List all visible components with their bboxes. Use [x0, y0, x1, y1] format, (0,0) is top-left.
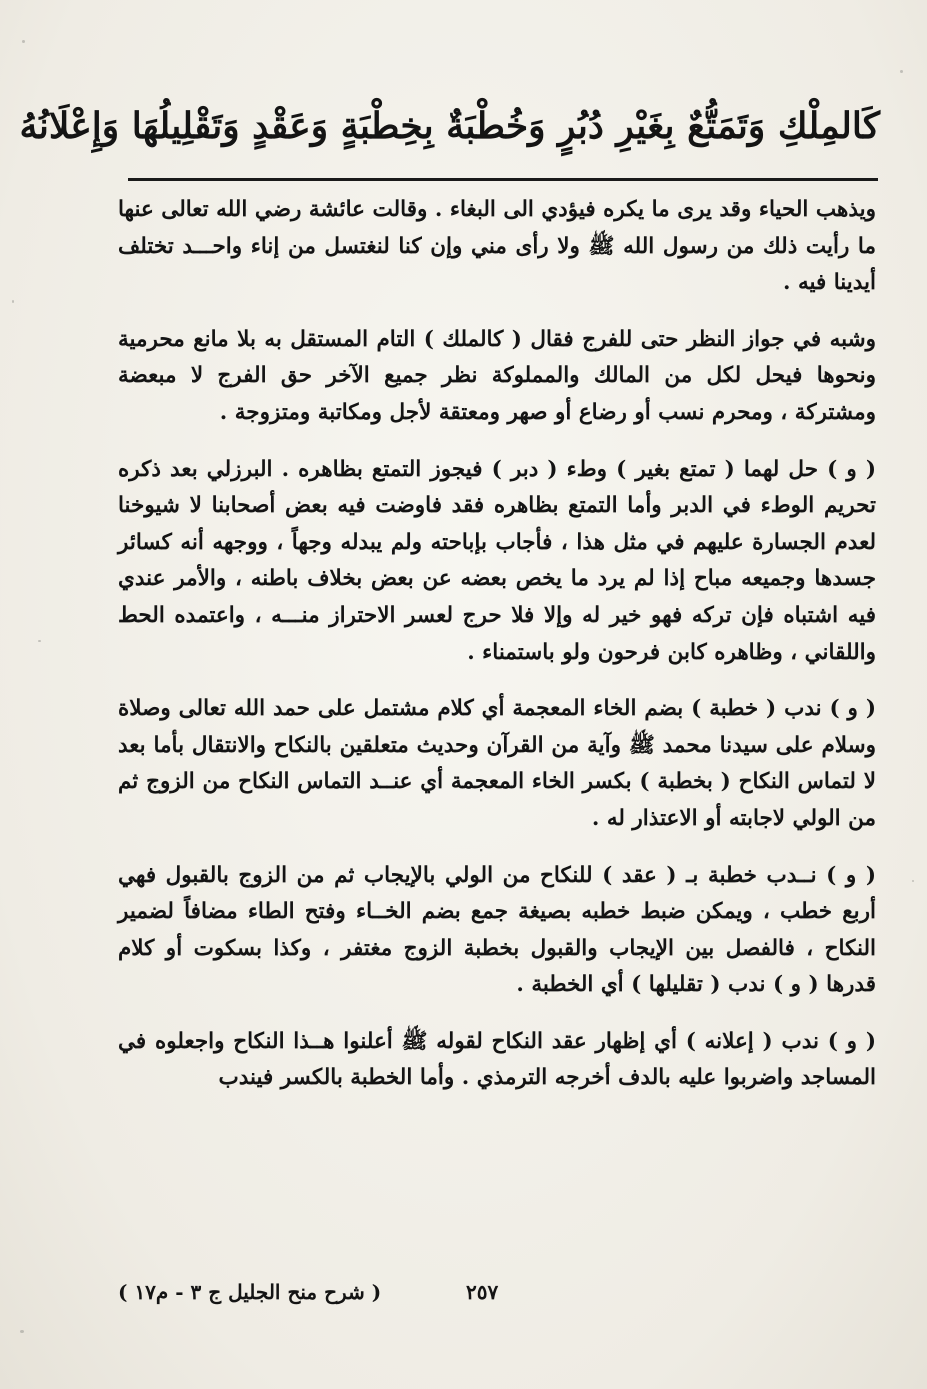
- scan-speck: [22, 40, 25, 43]
- footer-source: ( شرح منح الجليل ج ٣ - م١٧ ): [118, 1280, 382, 1304]
- paragraph-2: وشبه في جواز النظر حتى للفرج فقال ( كالملك ) التام المستقل به بلا مانع محرمية ونحوها فيحل لكل من المالك والمملوكة نظر جميع الآخر حق الفرج لا مبعضة ومشتركة ، ومحرم نسب أو رضاع أو صهر ومعتقة لأجل ومكاتبة ومتزوجة .: [118, 326, 876, 425]
- page-footer: [118, 1280, 878, 1320]
- header-rule: [128, 178, 878, 181]
- page-header: [19, 86, 880, 176]
- paragraph-3: ( و ) حل لهما ( تمتع بغير ) وطء ( دبر ) فيجوز التمتع بظاهره . البرزلي بعد ذكره تحريم الوطء في الدبر وأما التمتع بظاهره فقد فاوضت فيه بعض أصحابنا لا شيوخنا لعدم الجسارة عليهم في مثل هذا ، فأجاب بإباحته ولم يبدله وجهاً ، ووجهه أنه كسائر جسدها وجميعه مباح إذا لم يرد ما يخص بعضه عن بعض بخلاف باطنه ، والأمر عندي فيه اشتباه فإن تركه فهو خير له وإلا فلا حرج لعسر الاحتراز منـــه ، واعتمده الحط واللقاني ، وظاهره كابن فرحون ولو باستمناء .: [118, 456, 876, 665]
- page-number: ٢٥٧: [466, 1280, 499, 1304]
- header-title: كَالمِلْكِ وَتَمَتُّعٌ بِغَيْرِ دُبُرٍ وَخُطْبَةٌ بِخِطْبَةٍ وَعَقْدٍ وَتَقْلِيلُهَا وَإِعْلَانُهُ: [19, 105, 880, 147]
- scan-speck: [12, 300, 14, 303]
- page-body: [118, 192, 876, 1097]
- paragraph-6: ( و ) ندب ( إعلانه ) أي إظهار عقد النكاح لقوله ﷺ أعلنوا هــذا النكاح واجعلوه في المساجد واضربوا عليه بالدف أخرجه الترمذي . وأما الخطبة بالكسر فيندب: [118, 1028, 876, 1091]
- scan-speck: [912, 880, 914, 882]
- paragraph-1: ويذهب الحياء وقد يرى ما يكره فيؤدي الى البغاء . وقالت عائشة رضي الله تعالى عنها ما رأيت ذلك من رسول الله ﷺ ولا رأى مني وإن كنا لنغتسل من إناء واحـــد تختلف أيدينا فيه .: [118, 197, 876, 296]
- scan-speck: [20, 1330, 24, 1333]
- paragraph-4: ( و ) ندب ( خطبة ) بضم الخاء المعجمة أي كلام مشتمل على حمد الله تعالى وصلاة وسلام على سيدنا محمد ﷺ وآية من القرآن وحديث متعلقين بالنكاح والانتقال بأما بعد لا لتماس النكاح ( بخطبة ) بكسر الخاء المعجمة أي عنــد التماس النكاح من الزوج ثم من الولي لاجابته أو الاعتذار له .: [118, 696, 877, 831]
- scan-speck: [900, 70, 903, 73]
- paragraph-5: ( و ) نــدب خطبة بـ ( عقد ) للنكاح من الولي بالإيجاب ثم من الزوج بالقبول فهي أربع خطب ، ويمكن ضبط خطبه بصيغة جمع بضم الخــاء وفتح الطاء مضافاً لضمير النكاح ، فالفصل بين الإيجاب والقبول بخطبة الزوج مغتفر ، وكذا بسكوت أو كلام قدرها ( و ) ندب ( تقليلها ) أي الخطبة .: [118, 862, 876, 998]
- scan-speck: [38, 640, 41, 642]
